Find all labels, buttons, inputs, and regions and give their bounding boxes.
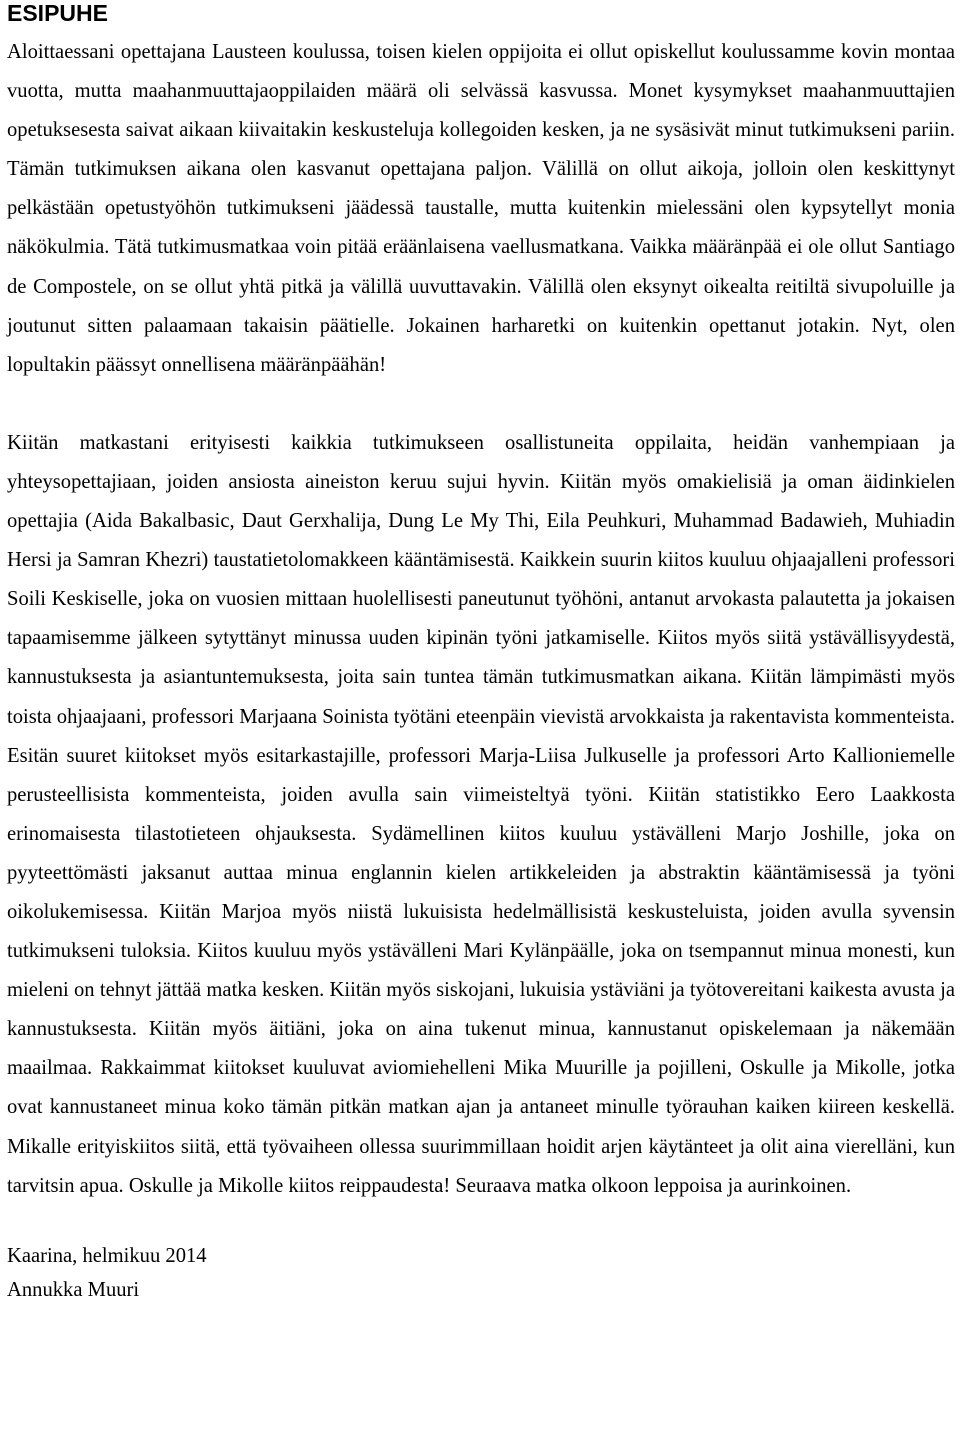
signature-author: Annukka Muuri: [7, 1278, 140, 1301]
paragraph-intro: [7, 33, 955, 385]
paragraph-acknowledgements: Kiitän matkastani erityisesti kaikkia tutkimukseen osallistuneita oppilaita, heidän vanhempiaan ja yhteysopettajiaan, joiden ansiosta aineiston keruu sujui hyvin. Kiitän myös omakielisiä ja oman äidinkielen opettajia (Aida Bakalbasic, Daut Gerxhalija, Dung Le My Thi, Eila Peuhkuri, Muhammad Badawieh, Muhiadin Hersi ja Samran Khezri) taustatietolomakkeen kääntämisestä. Kaikkein suurin kiitos kuuluu ohjaajalleni professori Soili Keskiselle, joka on vuosien mittaan huolellisesti paneutunut työhöni, antanut arvokasta palautetta ja jokaisen tapaamisemme jälkeen sytyttänyt minussa uuden kipinän työni jatkamiselle. Kiitos myös siitä ystävällisyydestä, kannustuksesta ja asiantuntemuksesta, joita sain tuntea tämän tutkimusmatkan aikana. Kiitän lämpimästi myös toista ohjaajaani, professori Marjaana Soinista työtäni eteenpäin vievistä arvokkaista ja rakentavista kommenteista. Esitän suuret kiitokset myös esitarkastajille, professori Marja-Liisa Julkuselle ja professori Arto Kallioniemelle perusteellisista kommenteista, joiden avulla sain viimeisteltyä työni. Kiitän statistikko Eero Laakkosta erinomaisesta tilastotieteen ohjauksesta. Sydämellinen kiitos kuuluu ystävälleni Marjo Joshille, joka on pyyteettömästi jaksanut auttaa minua englannin kielen artikkeleiden ja abstraktin kääntämisessä ja työni oikolukemisessa. Kiitän Marjoa myös niistä lukuisista hedelmällisistä keskusteluista, joiden avulla syvensin tutkimukseni tuloksia. Kiitos kuuluu myös ystävälleni Mari Kylänpäälle, joka on tsempannut minua monesti, kun mieleni on tehnyt jättää matka kesken. Kiitän myös siskojani, lukuisia ystäviäni ja työtovereitani kaikesta avusta ja kannustuksesta. Kiitän myös äitiäni, joka on aina tukenut minua, kannustanut opiskelemaan ja näkemään maailmaa. Rakkaimmat kiitokset kuuluvat aviomiehelleni Mika Muurille ja pojilleni, Oskulle ja Mikolle, jotka ovat kannustaneet minua koko tämän pitkän matkan ajan ja antaneet minulle työrauhan kaiken kiireen keskellä. Mikalle erityiskiitos siitä, että työvaiheen ollessa suurimmillaan hoidit arjen käytänteet ja olit aina vierelläni, kun tarvitsin apua. Oskulle ja Mikolle kiitos reippaudesta! Seuraava matka olkoon leppoisa ja aurinkoinen.: [7, 431, 955, 1197]
paragraph-intro-part-1: Aloittaessani opettajana Lausteen koulussa, toisen kielen oppijoita ei ollut opiskellut koulussamme kovin montaa vuotta, mutta maahanmuuttajaoppilaiden määrä oli selvässä kasvussa. Monet kysymykset maahanmuuttajien opetuksesesta saivat aikaan kiivaitakin keskusteluja kollegoiden kesken, ja ne sysäsivät minut tutkimukseni pariin.: [7, 41, 955, 142]
paragraph-intro-part-3: Välillä on ollut aikoja, jolloin olen keskittynyt pelkästään opetustyöhön tutkimukseni jäädessä taustalle, mutta kuitenkin mielessäni olen kypsytellyt monia näkökulmia.: [7, 158, 956, 259]
document-heading: ESIPUHE: [7, 0, 108, 26]
signature-place-date: Kaarina, helmikuu 2014: [7, 1244, 207, 1267]
paragraph-intro-part-2: Tämän tutkimuksen aikana olen kasvanut opettajana paljon.: [7, 158, 532, 181]
document-page: [7, 0, 955, 1307]
paragraph-intro-part-4: Tätä tutkimusmatkaa voin pitää eräänlaisena vaellusmatkana. Vaikka määränpää ei ole ollut Santiago de Compostele, on se ollut yhtä pitkä ja välillä uuvuttavakin. Välillä olen eksynyt oikealta reitiltä sivupoluille ja joutunut sitten palaamaan takaisin päätielle. Jokainen harharetki on kuitenkin opettanut jotakin. Nyt, olen lopultakin päässyt onnellisena määränpäähän!: [7, 236, 955, 376]
